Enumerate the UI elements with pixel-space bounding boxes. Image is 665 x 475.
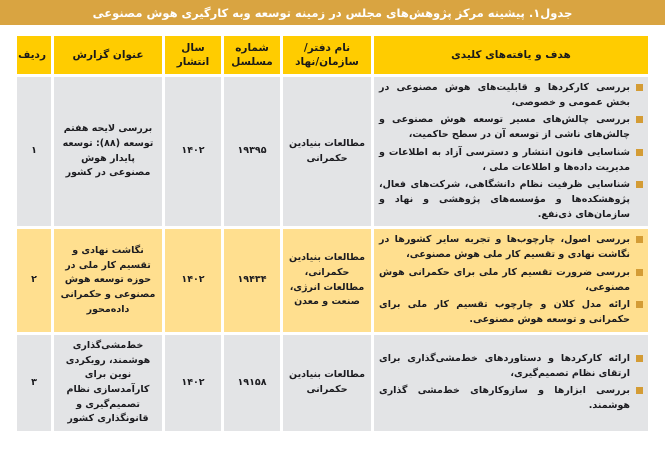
cell-findings: [374, 77, 648, 226]
column-header-serial: شماره مسلسل: [224, 36, 280, 74]
cell-radif: ۲: [17, 229, 51, 331]
cell-office: مطالعات بنیادین حکمرانی: [283, 335, 371, 431]
column-header-findings: هدف و یافته‌های کلیدی: [374, 36, 648, 74]
cell-office: مطالعات بنیادین حکمرانی: [283, 77, 371, 226]
cell-findings: [374, 229, 648, 331]
findings-list: [379, 81, 643, 222]
table-row: [17, 229, 648, 331]
list-item: بررسی چالش‌های مسیر توسعه هوش مصنوعی و چالش‌های ناشی از توسعه آن در سطح حاکمیت،: [379, 113, 643, 142]
column-header-office: نام دفتر/ سازمان/نهاد: [283, 36, 371, 74]
cell-radif: ۳: [17, 335, 51, 431]
research-reports-table: [14, 33, 651, 434]
cell-serial: ۱۹۱۵۸: [224, 335, 280, 431]
cell-radif: ۱: [17, 77, 51, 226]
list-item: بررسی ضرورت تقسیم کار ملی برای حکمرانی هوش مصنوعی،: [379, 266, 643, 295]
findings-list: [379, 352, 643, 414]
table-row: [17, 77, 648, 226]
cell-report-title: خط‌مشی‌گذاری هوشمند، رویکردی نوین برای کارآمدسازی نظام تصمیم‌گیری و قانونگذاری کشور: [54, 335, 162, 431]
column-header-year: سال انتشار: [165, 36, 221, 74]
table-row: [17, 335, 648, 431]
column-header-report-title: عنوان گزارش: [54, 36, 162, 74]
list-item: ارائه مدل کلان و چارچوب تقسیم کار ملی برای حکمرانی و توسعه هوش مصنوعی.: [379, 298, 643, 327]
list-item: بررسی ابزارها و سازوکارهای خط‌مشی گذاری هوشمند.: [379, 384, 643, 413]
header-row: [17, 36, 648, 74]
cell-year: ۱۴۰۲: [165, 77, 221, 226]
list-item: شناسایی قانون انتشار و دسترسی آزاد به اطلاعات و مدیریت داده‌ها و اطلاعات ملی ،: [379, 146, 643, 175]
cell-office: مطالعات بنیادین حکمرانی، مطالعات انرژی، صنعت و معدن: [283, 229, 371, 331]
findings-list: [379, 233, 643, 327]
list-item: شناسایی ظرفیت نظام دانشگاهی، شرکت‌های فعال، پژوهشکده‌ها و مؤسسه‌های پژوهشی و نهاد و سازمان‌های ذی‌نفع.: [379, 178, 643, 222]
column-header-radif: ردیف: [17, 36, 51, 74]
cell-year: ۱۴۰۲: [165, 229, 221, 331]
cell-serial: ۱۹۴۳۴: [224, 229, 280, 331]
table-container: [14, 33, 651, 475]
cell-findings: [374, 335, 648, 431]
table-caption: جدول۱. پیشینه مرکز پژوهش‌های مجلس در زمینه توسعه وبه کارگیری هوش مصنوعی: [0, 0, 665, 25]
list-item: بررسی کارکردها و قابلیت‌های هوش مصنوعی در بخش عمومی و خصوصی،: [379, 81, 643, 110]
list-item: ارائه کارکردها و دستاوردهای خط‌مشی‌گذاری برای ارتقای نظام تصمیم‌گیری،: [379, 352, 643, 381]
table-header: [17, 36, 648, 74]
cell-report-title: نگاشت نهادی و تقسیم کار ملی در حوزه توسعه هوش مصنوعی و حکمرانی داده‌محور: [54, 229, 162, 331]
cell-year: ۱۴۰۲: [165, 335, 221, 431]
list-item: بررسی اصول، چارچوب‌ها و تجربه سایر کشورها در نگاشت نهادی و تقسیم کار ملی هوش مصنوعی،: [379, 233, 643, 262]
cell-serial: ۱۹۳۹۵: [224, 77, 280, 226]
cell-report-title: بررسی لایحه هفتم توسعه (۸۸): توسعه پایدار هوش مصنوعی در کشور: [54, 77, 162, 226]
table-body: [17, 77, 648, 431]
